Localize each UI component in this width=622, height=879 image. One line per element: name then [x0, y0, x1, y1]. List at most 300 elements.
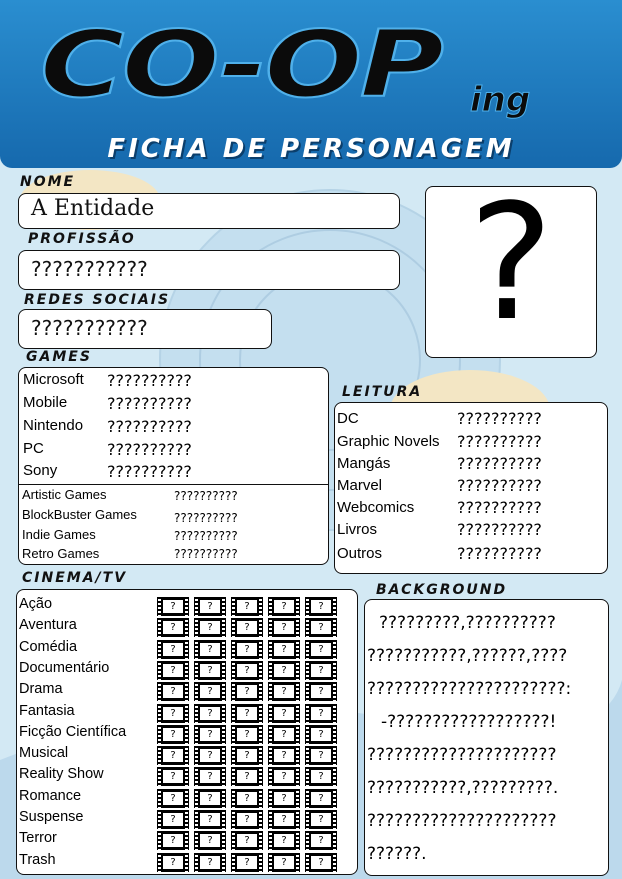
- film-holes: [269, 597, 272, 616]
- film-rating-cell[interactable]: [231, 789, 263, 808]
- games-type-value: ??????????: [174, 489, 238, 503]
- film-holes: [185, 682, 188, 701]
- film-cell-value: ?: [237, 707, 257, 720]
- film-holes: [269, 618, 272, 637]
- games-type-name: BlockBuster Games: [22, 507, 137, 522]
- film-holes: [195, 831, 198, 850]
- film-cell-value: ?: [237, 728, 257, 741]
- film-cell-value: ?: [163, 728, 183, 741]
- film-holes: [232, 682, 235, 701]
- film-rating-cell[interactable]: [157, 725, 189, 744]
- genre-name: Terror: [19, 830, 57, 847]
- film-holes: [158, 831, 161, 850]
- film-cell-value: ?: [274, 813, 294, 826]
- genre-name: Ação: [19, 596, 53, 612]
- genre-name: Documentário: [19, 659, 110, 676]
- film-holes: [222, 618, 225, 637]
- film-cell-value: ?: [200, 664, 220, 677]
- film-rating-cell[interactable]: [231, 597, 263, 616]
- film-cell-value: ?: [200, 792, 220, 805]
- games-platform-value: ??????????: [107, 394, 192, 413]
- film-holes: [222, 704, 225, 723]
- games-type-value: ??????????: [174, 547, 238, 561]
- film-holes: [158, 618, 161, 637]
- film-cell-value: ?: [163, 707, 183, 720]
- film-holes: [259, 725, 262, 744]
- cinema-label: CINEMA/TV: [22, 570, 128, 586]
- film-holes: [195, 746, 198, 765]
- film-rating-cell[interactable]: [194, 725, 226, 744]
- film-holes: [158, 661, 161, 680]
- film-holes: [232, 661, 235, 680]
- film-holes: [232, 725, 235, 744]
- film-cell-value: ?: [311, 643, 331, 656]
- film-cell-value: ?: [163, 664, 183, 677]
- film-holes: [222, 767, 225, 786]
- games-platform-value: ??????????: [107, 417, 192, 436]
- film-rating-cell[interactable]: [305, 640, 337, 659]
- film-holes: [195, 704, 198, 723]
- film-holes: [306, 661, 309, 680]
- film-holes: [269, 767, 272, 786]
- film-holes: [232, 789, 235, 808]
- film-holes: [259, 597, 262, 616]
- film-holes: [185, 767, 188, 786]
- film-cell-value: ?: [163, 685, 183, 698]
- film-holes: [269, 831, 272, 850]
- film-holes: [222, 746, 225, 765]
- film-cell-value: ?: [200, 770, 220, 783]
- film-holes: [158, 704, 161, 723]
- film-rating-cell[interactable]: [268, 640, 300, 659]
- film-rating-cell[interactable]: [194, 789, 226, 808]
- film-holes: [185, 853, 188, 872]
- film-holes: [232, 853, 235, 872]
- film-rating-cell[interactable]: [231, 746, 263, 765]
- profissao-label: PROFISSÃO: [28, 231, 136, 247]
- leitura-item-value: ??????????: [457, 476, 542, 495]
- games-platform-value: ??????????: [107, 371, 192, 390]
- redes-sociais-label: REDES SOCIAIS: [24, 292, 171, 308]
- film-holes: [222, 682, 225, 701]
- film-rating-cell[interactable]: [231, 682, 263, 701]
- film-cell-value: ?: [274, 770, 294, 783]
- film-rating-cell[interactable]: [305, 853, 337, 872]
- film-holes: [259, 746, 262, 765]
- background-line: ?????????????????????: [367, 811, 557, 831]
- games-divider: [19, 484, 328, 485]
- film-holes: [222, 853, 225, 872]
- film-rating-cell[interactable]: [231, 853, 263, 872]
- film-holes: [232, 831, 235, 850]
- film-rating-cell[interactable]: [157, 640, 189, 659]
- film-cell-value: ?: [200, 728, 220, 741]
- film-holes: [306, 725, 309, 744]
- film-rating-cell[interactable]: [305, 661, 337, 680]
- film-rating-cell[interactable]: [194, 853, 226, 872]
- film-cell-value: ?: [163, 643, 183, 656]
- film-holes: [296, 831, 299, 850]
- genre-name: Comédia: [19, 638, 78, 655]
- games-platform-value: ??????????: [107, 462, 192, 481]
- film-rating-cell[interactable]: [157, 661, 189, 680]
- film-cell-value: ?: [200, 600, 220, 613]
- games-box: [18, 367, 329, 565]
- film-cell-value: ?: [237, 813, 257, 826]
- film-holes: [195, 640, 198, 659]
- film-rating-cell[interactable]: [194, 597, 226, 616]
- film-cell-value: ?: [274, 834, 294, 847]
- film-cell-value: ?: [274, 664, 294, 677]
- film-cell-value: ?: [237, 834, 257, 847]
- film-cell-value: ?: [237, 621, 257, 634]
- film-holes: [232, 597, 235, 616]
- film-rating-cell[interactable]: [231, 618, 263, 637]
- games-type-value: ??????????: [174, 511, 238, 525]
- nome-label: NOME: [20, 174, 76, 190]
- film-holes: [185, 618, 188, 637]
- film-rating-cell[interactable]: [305, 746, 337, 765]
- film-cell-value: ?: [200, 621, 220, 634]
- film-cell-value: ?: [274, 749, 294, 762]
- film-holes: [259, 810, 262, 829]
- film-holes: [306, 597, 309, 616]
- film-holes: [232, 618, 235, 637]
- games-platform-name: Nintendo: [23, 417, 84, 434]
- film-holes: [222, 725, 225, 744]
- background-line: ???????????,??????,????: [367, 646, 568, 666]
- film-cell-value: ?: [274, 600, 294, 613]
- film-cell-value: ?: [311, 813, 331, 826]
- film-rating-cell[interactable]: [305, 831, 337, 850]
- film-rating-cell[interactable]: [268, 810, 300, 829]
- film-cell-value: ?: [200, 813, 220, 826]
- film-cell-value: ?: [311, 834, 331, 847]
- film-holes: [306, 704, 309, 723]
- film-cell-value: ?: [237, 664, 257, 677]
- film-holes: [232, 767, 235, 786]
- film-cell-value: ?: [274, 643, 294, 656]
- genre-name: Drama: [19, 681, 63, 698]
- background-label: BACKGROUND: [376, 582, 508, 598]
- leitura-item-name: Livros: [337, 521, 378, 538]
- film-holes: [195, 810, 198, 829]
- film-cell-value: ?: [163, 813, 183, 826]
- background-line: ???????????,?????????.: [367, 778, 559, 798]
- film-holes: [296, 661, 299, 680]
- film-rating-cell[interactable]: [305, 789, 337, 808]
- film-cell-value: ?: [200, 707, 220, 720]
- film-holes: [269, 640, 272, 659]
- film-rating-cell[interactable]: [157, 831, 189, 850]
- film-cell-value: ?: [311, 685, 331, 698]
- film-rating-cell[interactable]: [157, 682, 189, 701]
- film-holes: [259, 831, 262, 850]
- genre-name: Suspense: [19, 809, 84, 825]
- film-rating-cell[interactable]: [157, 810, 189, 829]
- film-holes: [296, 746, 299, 765]
- film-cell-value: ?: [311, 770, 331, 783]
- film-rating-cell[interactable]: [305, 682, 337, 701]
- genre-name: Ficção Científica: [19, 723, 127, 740]
- film-holes: [259, 682, 262, 701]
- film-rating-cell[interactable]: [268, 767, 300, 786]
- film-rating-cell[interactable]: [268, 661, 300, 680]
- film-cell-value: ?: [163, 600, 183, 613]
- film-cell-value: ?: [274, 707, 294, 720]
- film-holes: [185, 789, 188, 808]
- leitura-item-value: ??????????: [457, 498, 542, 517]
- film-cell-value: ?: [274, 621, 294, 634]
- film-holes: [306, 831, 309, 850]
- film-holes: [333, 853, 336, 872]
- film-cell-value: ?: [274, 685, 294, 698]
- games-platform-name: Microsoft: [23, 371, 84, 388]
- film-holes: [296, 789, 299, 808]
- nome-field[interactable]: [18, 193, 400, 229]
- film-holes: [158, 853, 161, 872]
- film-rating-cell[interactable]: [231, 661, 263, 680]
- games-label: GAMES: [26, 349, 92, 365]
- film-holes: [269, 810, 272, 829]
- film-holes: [306, 767, 309, 786]
- background-box[interactable]: [364, 599, 609, 876]
- film-cell-value: ?: [200, 749, 220, 762]
- film-rating-cell[interactable]: [305, 725, 337, 744]
- film-holes: [306, 810, 309, 829]
- film-holes: [195, 767, 198, 786]
- film-holes: [195, 725, 198, 744]
- film-rating-cell[interactable]: [194, 746, 226, 765]
- film-rating-cell[interactable]: [231, 725, 263, 744]
- film-rating-cell[interactable]: [194, 704, 226, 723]
- film-rating-cell[interactable]: [268, 853, 300, 872]
- film-rating-cell[interactable]: [194, 831, 226, 850]
- film-cell-value: ?: [311, 664, 331, 677]
- leitura-item-value: ??????????: [457, 409, 542, 428]
- film-cell-value: ?: [237, 600, 257, 613]
- film-rating-cell[interactable]: [194, 661, 226, 680]
- film-holes: [259, 704, 262, 723]
- film-rating-cell[interactable]: [305, 618, 337, 637]
- film-holes: [296, 810, 299, 829]
- film-cell-value: ?: [237, 643, 257, 656]
- film-rating-cell[interactable]: [194, 640, 226, 659]
- film-holes: [185, 597, 188, 616]
- film-holes: [232, 746, 235, 765]
- background-line: ??????????????????????:: [367, 679, 572, 699]
- logo-suffix: ing: [470, 80, 531, 120]
- film-holes: [296, 767, 299, 786]
- film-holes: [259, 661, 262, 680]
- film-holes: [185, 746, 188, 765]
- film-cell-value: ?: [274, 792, 294, 805]
- film-rating-cell[interactable]: [231, 767, 263, 786]
- film-rating-cell[interactable]: [305, 704, 337, 723]
- film-rating-cell[interactable]: [268, 789, 300, 808]
- film-rating-cell[interactable]: [194, 682, 226, 701]
- film-rating-cell[interactable]: [157, 704, 189, 723]
- portrait-box[interactable]: [425, 169, 597, 358]
- film-cell-value: ?: [237, 685, 257, 698]
- film-rating-cell[interactable]: [305, 767, 337, 786]
- film-cell-value: ?: [163, 792, 183, 805]
- film-holes: [306, 682, 309, 701]
- games-platform-value: ??????????: [107, 440, 192, 459]
- film-cell-value: ?: [237, 856, 257, 869]
- background-line: ??????.: [367, 844, 427, 864]
- games-type-name: Retro Games: [22, 546, 100, 561]
- film-cell-value: ?: [163, 770, 183, 783]
- film-rating-cell[interactable]: [157, 618, 189, 637]
- film-holes: [222, 810, 225, 829]
- leitura-box: [334, 402, 608, 574]
- logo: CO-OP: [40, 11, 442, 118]
- film-holes: [185, 725, 188, 744]
- games-platform-name: Sony: [23, 462, 58, 479]
- film-holes: [195, 618, 198, 637]
- film-rating-cell[interactable]: [231, 704, 263, 723]
- film-holes: [232, 704, 235, 723]
- film-rating-cell[interactable]: [194, 618, 226, 637]
- film-holes: [232, 640, 235, 659]
- film-cell-value: ?: [163, 621, 183, 634]
- film-holes: [296, 725, 299, 744]
- film-rating-cell[interactable]: [157, 789, 189, 808]
- games-type-name: Indie Games: [22, 527, 96, 542]
- film-rating-cell[interactable]: [268, 831, 300, 850]
- film-holes: [195, 661, 198, 680]
- film-rating-cell[interactable]: [157, 597, 189, 616]
- film-cell-value: ?: [200, 834, 220, 847]
- film-holes: [185, 831, 188, 850]
- film-cell-value: ?: [237, 770, 257, 783]
- film-holes: [333, 810, 336, 829]
- film-rating-cell[interactable]: [157, 767, 189, 786]
- film-holes: [222, 597, 225, 616]
- film-holes: [333, 789, 336, 808]
- page-title: FICHA DE PERSONAGEM: [107, 134, 515, 164]
- film-rating-cell[interactable]: [268, 597, 300, 616]
- leitura-item-value: ??????????: [457, 520, 542, 539]
- film-cell-value: ?: [237, 792, 257, 805]
- film-holes: [269, 789, 272, 808]
- film-holes: [195, 789, 198, 808]
- film-holes: [333, 725, 336, 744]
- film-holes: [296, 704, 299, 723]
- film-holes: [185, 640, 188, 659]
- film-rating-cell[interactable]: [231, 640, 263, 659]
- film-holes: [222, 661, 225, 680]
- background-line: ?????????????????????: [367, 745, 557, 765]
- film-holes: [158, 767, 161, 786]
- film-holes: [195, 597, 198, 616]
- film-holes: [222, 831, 225, 850]
- film-rating-cell[interactable]: [157, 746, 189, 765]
- film-holes: [306, 640, 309, 659]
- film-holes: [195, 682, 198, 701]
- film-holes: [158, 810, 161, 829]
- film-rating-cell[interactable]: [194, 767, 226, 786]
- games-type-value: ??????????: [174, 529, 238, 543]
- film-holes: [296, 640, 299, 659]
- film-holes: [158, 682, 161, 701]
- film-holes: [333, 704, 336, 723]
- film-holes: [269, 704, 272, 723]
- nome-value: A Entidade: [31, 196, 155, 221]
- portrait-placeholder: ?: [468, 169, 554, 356]
- leitura-label: LEITURA: [342, 384, 423, 400]
- leitura-item-name: Outros: [337, 545, 383, 562]
- film-rating-cell[interactable]: [305, 597, 337, 616]
- film-holes: [333, 767, 336, 786]
- film-holes: [306, 789, 309, 808]
- film-holes: [333, 661, 336, 680]
- redes-sociais-field[interactable]: [18, 309, 272, 349]
- film-rating-cell[interactable]: [268, 618, 300, 637]
- film-rating-cell[interactable]: [194, 810, 226, 829]
- leitura-item-name: Mangás: [337, 455, 391, 472]
- film-holes: [269, 661, 272, 680]
- film-holes: [269, 725, 272, 744]
- film-rating-cell[interactable]: [268, 746, 300, 765]
- film-holes: [158, 725, 161, 744]
- games-platform-name: PC: [23, 440, 44, 457]
- film-holes: [333, 746, 336, 765]
- film-holes: [333, 640, 336, 659]
- film-rating-cell[interactable]: [231, 831, 263, 850]
- film-holes: [259, 789, 262, 808]
- film-rating-cell[interactable]: [231, 810, 263, 829]
- film-holes: [296, 682, 299, 701]
- header-banner: [0, 0, 622, 168]
- film-holes: [195, 853, 198, 872]
- film-cell-value: ?: [163, 749, 183, 762]
- film-holes: [296, 853, 299, 872]
- film-cell-value: ?: [311, 749, 331, 762]
- film-cell-value: ?: [311, 600, 331, 613]
- film-rating-cell[interactable]: [305, 810, 337, 829]
- film-rating-cell[interactable]: [268, 704, 300, 723]
- film-holes: [259, 767, 262, 786]
- film-cell-value: ?: [311, 707, 331, 720]
- film-holes: [296, 597, 299, 616]
- film-holes: [222, 640, 225, 659]
- film-holes: [222, 789, 225, 808]
- film-holes: [333, 682, 336, 701]
- genre-name: Reality Show: [19, 766, 104, 783]
- profissao-value: ???????????: [31, 257, 148, 281]
- leitura-item-value: ??????????: [457, 544, 542, 563]
- film-holes: [185, 704, 188, 723]
- film-holes: [306, 746, 309, 765]
- film-rating-cell[interactable]: [268, 682, 300, 701]
- film-rating-cell[interactable]: [157, 853, 189, 872]
- film-holes: [333, 831, 336, 850]
- film-holes: [269, 853, 272, 872]
- film-rating-cell[interactable]: [268, 725, 300, 744]
- film-holes: [232, 810, 235, 829]
- profissao-field[interactable]: [18, 250, 400, 290]
- film-holes: [269, 682, 272, 701]
- film-holes: [158, 640, 161, 659]
- film-holes: [306, 618, 309, 637]
- film-cell-value: ?: [163, 856, 183, 869]
- film-holes: [259, 640, 262, 659]
- leitura-item-name: Graphic Novels: [337, 433, 440, 450]
- film-holes: [185, 810, 188, 829]
- background-line: ?????????,??????????: [379, 613, 556, 633]
